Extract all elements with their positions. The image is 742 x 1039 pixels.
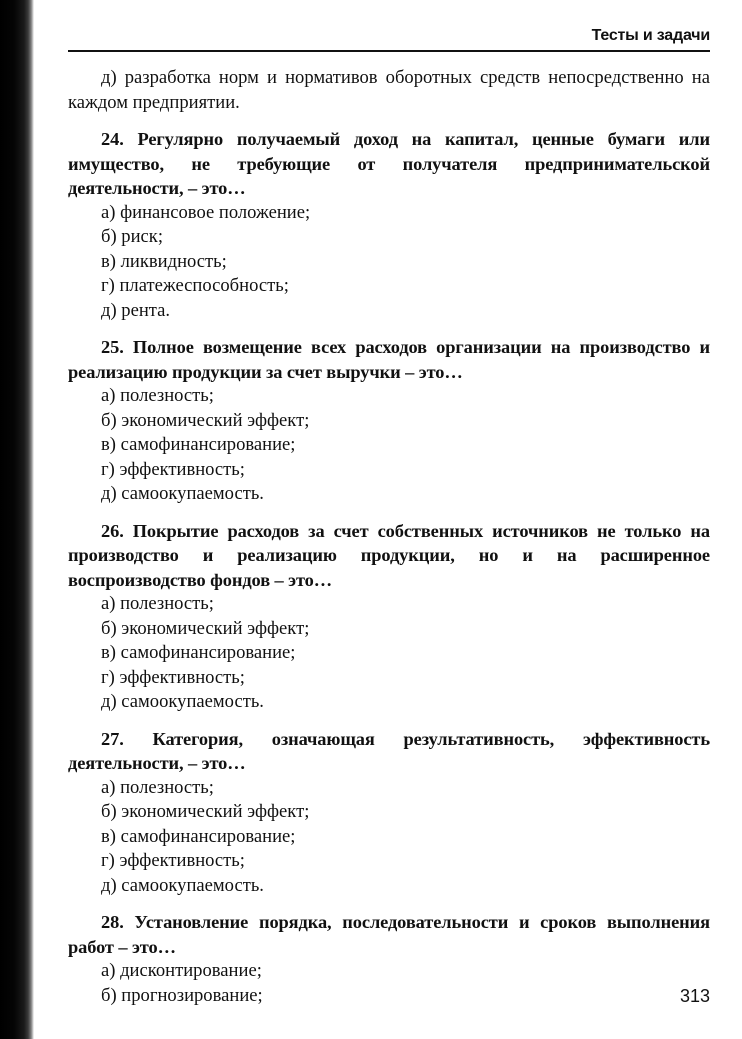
header-rule xyxy=(68,50,710,52)
binding-shadow xyxy=(0,0,34,1039)
answer-option: б) экономический эффект; xyxy=(101,409,310,431)
answer-option: в) ликвидность; xyxy=(101,250,227,272)
answer-option: б) риск; xyxy=(101,226,164,247)
page-number: 313 xyxy=(679,986,710,1006)
answer-option: б) экономический эффект; xyxy=(101,617,310,639)
question-text: 24. Регулярно получаемый доход на капитал, ценные бумаги или имущество, не требующие от получателя предпринимательской деятельности, – это… xyxy=(68,129,710,198)
question-27 xyxy=(68,727,710,899)
answer-option: в) самофинансирование; xyxy=(101,825,296,847)
question-text: 27. Категория, означающая результативность, эффективность деятельности, – это… xyxy=(68,728,710,773)
answer-option: г) эффективность; xyxy=(101,666,245,688)
answer-option: а) полезность; xyxy=(101,385,214,406)
question-28 xyxy=(68,910,710,1008)
question-24 xyxy=(68,127,710,323)
answer-options xyxy=(68,776,710,899)
question-text: 25. Полное возмещение всех расходов организации на производство и реализацию продукции за счет выручки – это… xyxy=(68,337,710,382)
answer-option: в) самофинансирование; xyxy=(101,642,296,663)
answer-options xyxy=(68,592,710,715)
answer-option: а) финансовое положение; xyxy=(101,201,311,223)
answer-option: б) прогнозирование; xyxy=(101,984,263,1006)
answer-option: в) самофинансирование; xyxy=(101,434,296,455)
question-25 xyxy=(68,335,710,507)
answer-option: д) самоокупаемость. xyxy=(101,691,264,712)
answer-option: б) экономический эффект; xyxy=(101,801,310,822)
question-text: 26. Покрытие расходов за счет собственных источников не только на производство и реализацию продукции, но и на расширенное воспроизводство фондов – это… xyxy=(68,520,710,590)
page-content xyxy=(68,66,710,1020)
answer-option: г) платежеспособность; xyxy=(101,275,289,296)
running-title: Тесты и задачи xyxy=(591,27,710,44)
answer-option: г) эффективность; xyxy=(101,850,245,871)
answer-options xyxy=(68,201,710,324)
answer-option: д) самоокупаемость. xyxy=(101,874,264,896)
intro-paragraph: д) разработка норм и нормативов оборотных средств непосредственно на каждом предприятии. xyxy=(68,67,710,113)
answer-option: а) дисконтирование; xyxy=(101,960,262,981)
answer-option: д) самоокупаемость. xyxy=(101,483,264,504)
answer-option: д) рента. xyxy=(101,299,171,321)
answer-options xyxy=(68,959,710,1008)
answer-option: а) полезность; xyxy=(101,593,214,614)
question-text: 28. Установление порядка, последовательности и сроков выполнения работ – это… xyxy=(68,912,710,957)
answer-option: а) полезность; xyxy=(101,776,214,798)
answer-options xyxy=(68,384,710,507)
question-26 xyxy=(68,519,710,715)
answer-option: г) эффективность; xyxy=(101,458,245,480)
